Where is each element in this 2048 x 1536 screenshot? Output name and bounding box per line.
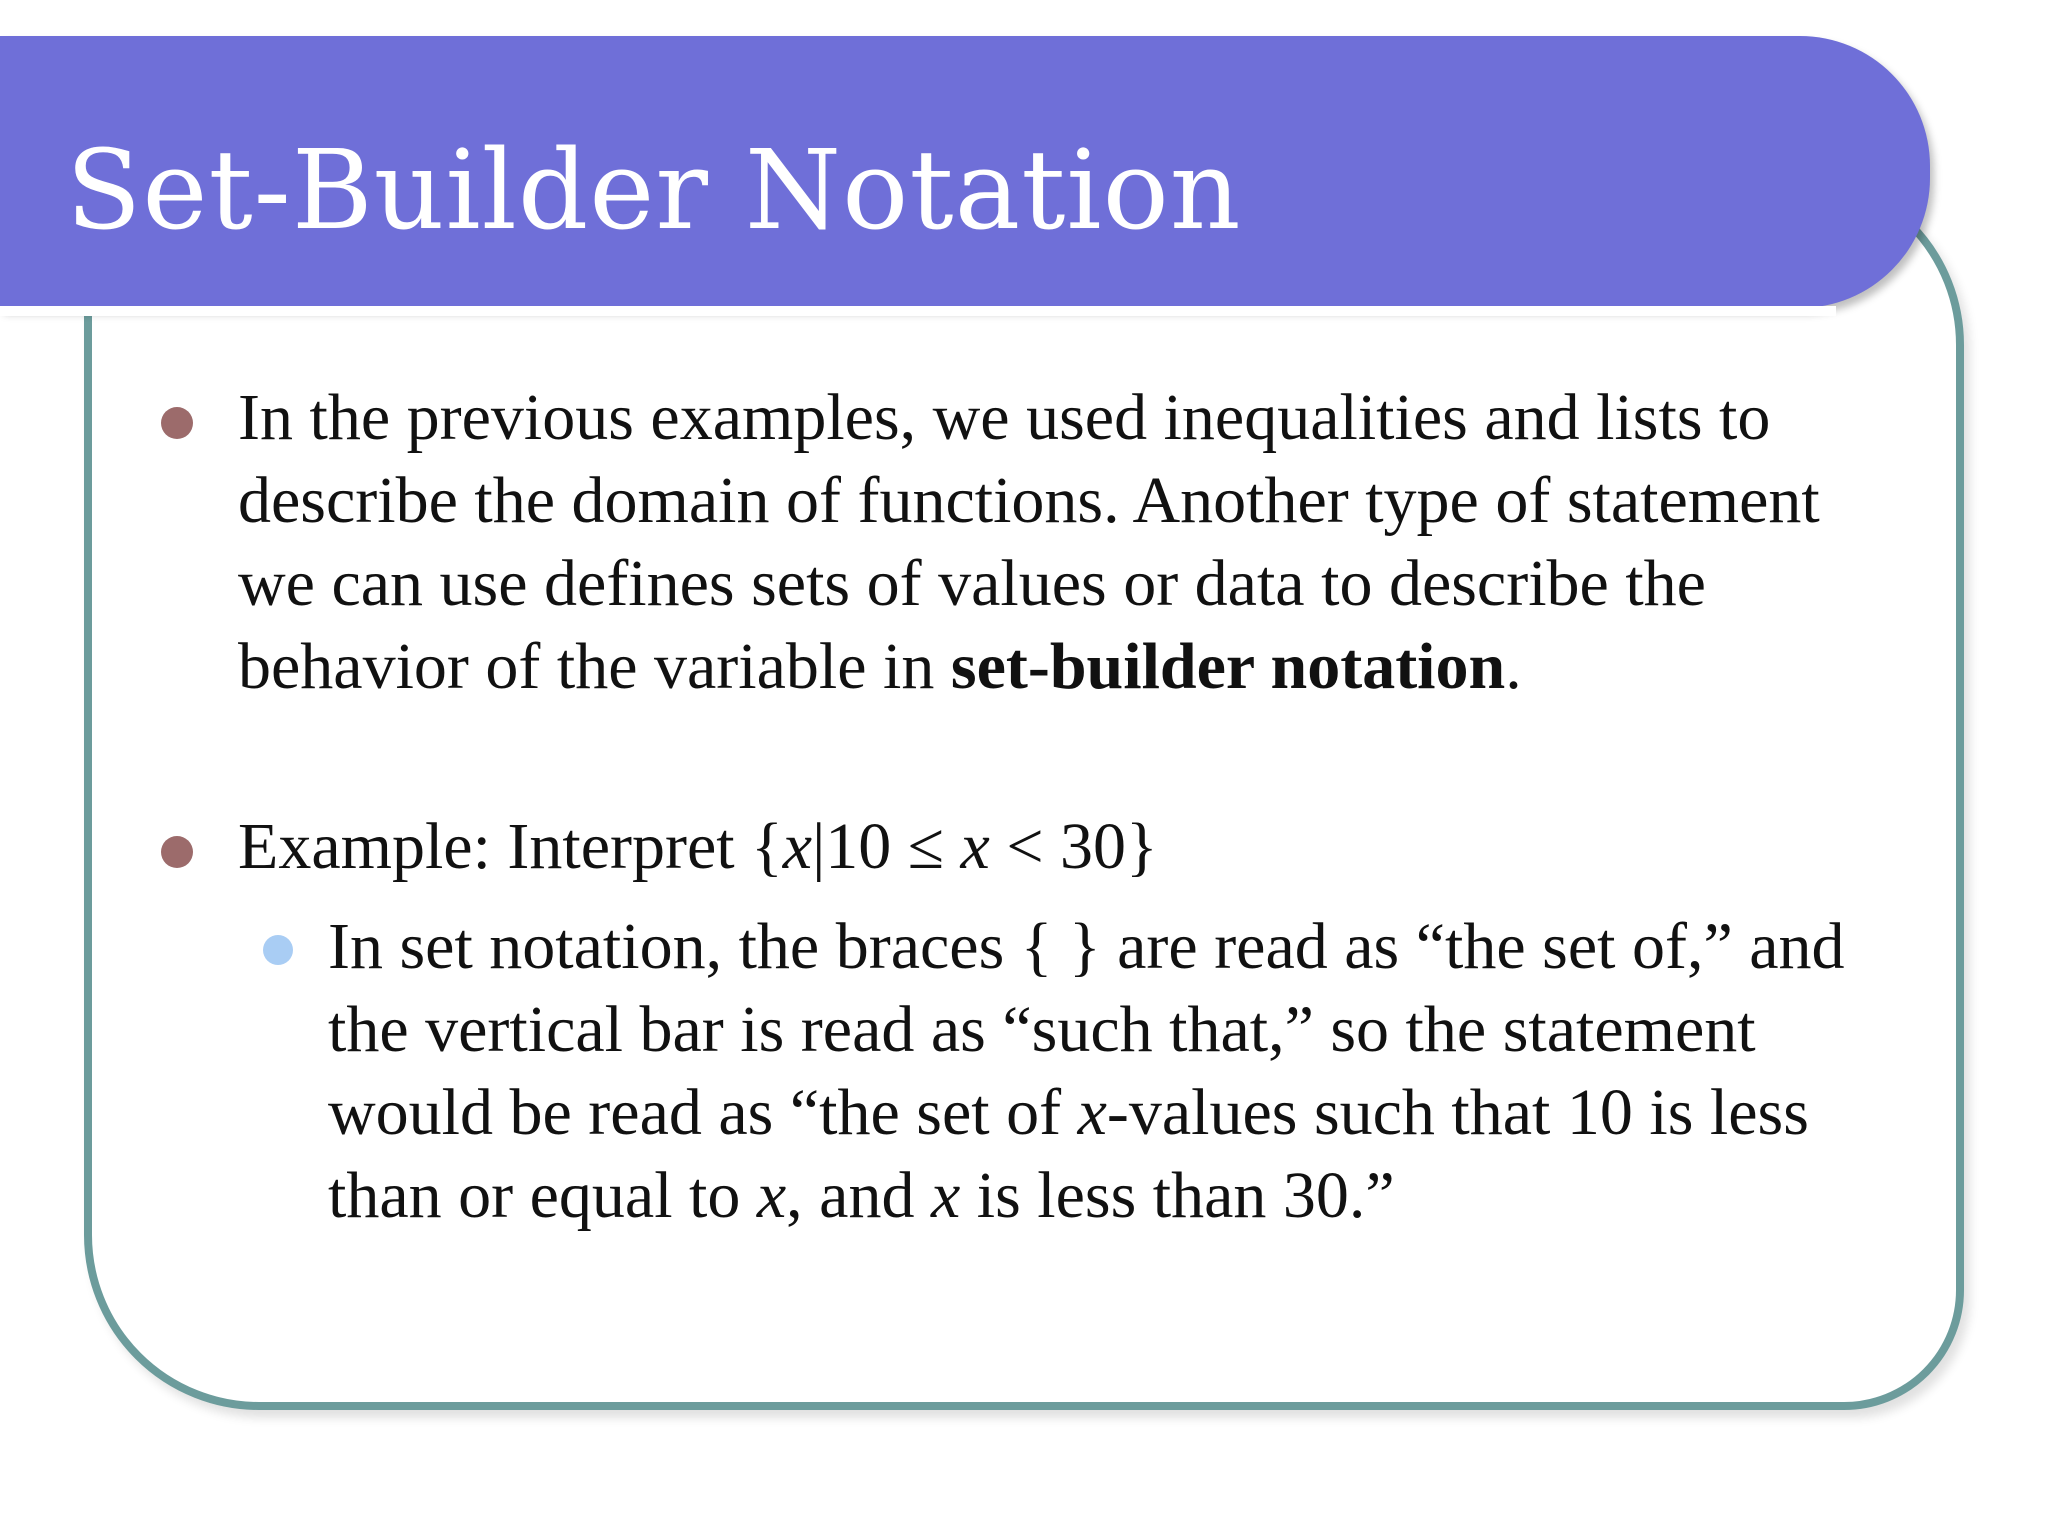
- bullet-bold-term: set-builder notation: [950, 630, 1506, 703]
- bullet-text-end: .: [1505, 630, 1522, 703]
- math-variable: x: [930, 1159, 961, 1232]
- math-variable: x: [960, 810, 990, 883]
- sub-bullet-text: is less than 30.”: [960, 1159, 1395, 1232]
- example-paragraph: [238, 805, 1898, 888]
- example-suffix: < 30}: [989, 810, 1158, 883]
- bullet-dot-icon: [161, 836, 193, 868]
- example-mid: |10 ≤: [812, 810, 961, 883]
- sub-bullet-text: In set notation, the braces { } are read as “the set of,” and the vertical bar is read as “such that,” so the statement would be read as “the set of: [328, 910, 1845, 1149]
- bullet-paragraph: [238, 376, 1898, 708]
- math-variable: x: [782, 810, 813, 883]
- slide-title: Set-Builder Notation: [66, 126, 1242, 254]
- sub-bullet-text: -values such that 10 is less than or equal to: [328, 1076, 1809, 1232]
- example-prefix: Example: Interpret {: [238, 810, 783, 883]
- sub-bullet-text: , and: [786, 1159, 931, 1232]
- math-variable: x: [756, 1159, 787, 1232]
- bullet-text: In the previous examples, we used inequalities and lists to describe the domain of functions. Another type of statement we can use defines sets of values or data to describe the behavior of the variable in: [238, 381, 1820, 703]
- sub-bullet-dot-icon: [263, 935, 293, 965]
- sub-bullet-paragraph: [328, 905, 1908, 1237]
- math-variable: x: [1077, 1076, 1107, 1149]
- bullet-dot-icon: [161, 407, 193, 439]
